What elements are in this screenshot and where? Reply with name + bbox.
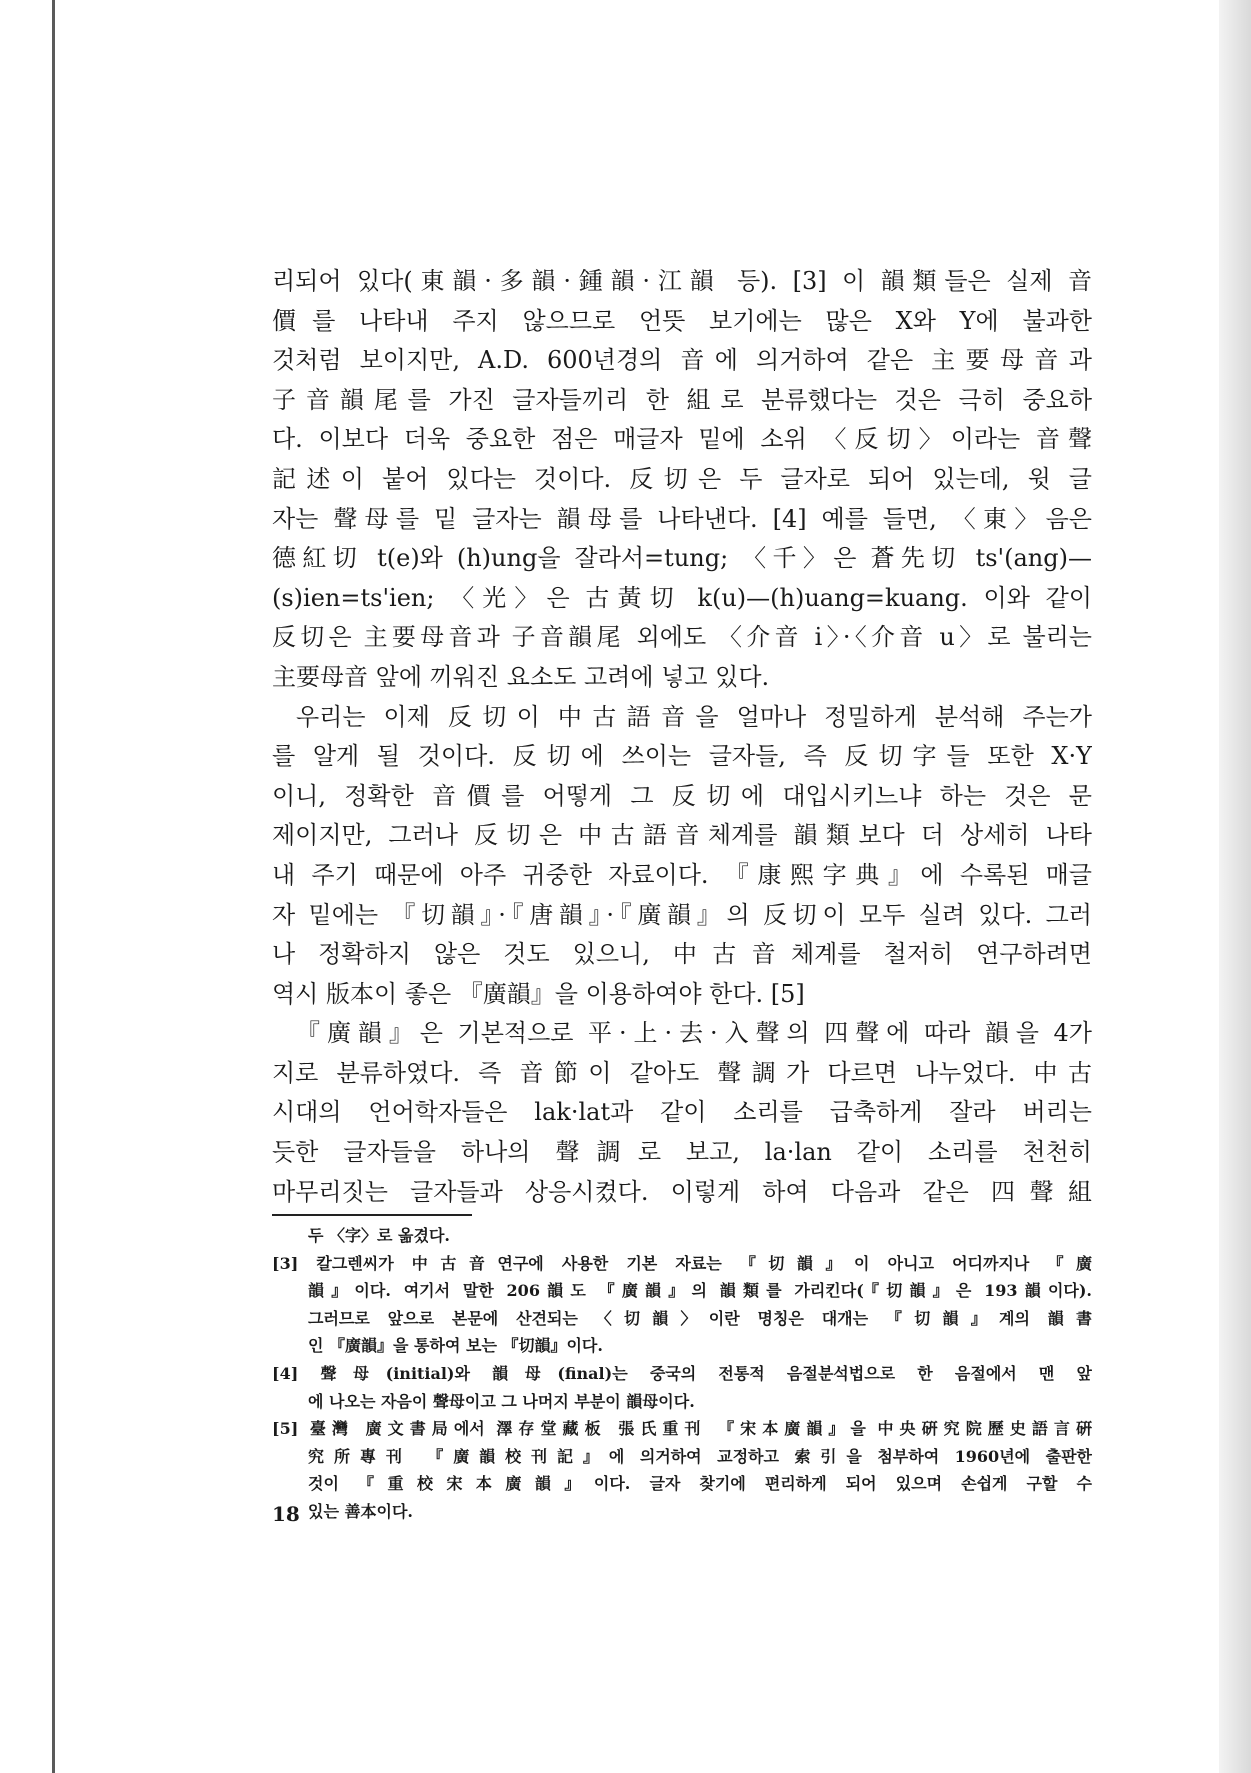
footnote-line: 두 〈字〉로 옮겼다. [308, 1226, 450, 1245]
footnote-line: [4] 聲母(initial)와 韻母(final)는 중국의 전통적 음절분석법으로 한 음절에서 맨 앞 [272, 1363, 1092, 1383]
body-text [272, 262, 1092, 1212]
body-line: 내 주기 때문에 아주 귀중한 자료이다. 『康熙字典』에 수록된 매글 [272, 860, 1092, 889]
body-line: 듯한 글자들을 하나의 聲調로 보고, la·lan 같이 소리를 천천히 [272, 1138, 1092, 1167]
body-line: 제이지만, 그러나 反切은 中古語音체계를 韻類보다 더 상세히 나타 [272, 821, 1092, 850]
body-line: 자는 聲母를 밑 글자는 韻母를 나타낸다. [4] 예를 들면, 〈東〉음은 [272, 504, 1092, 533]
body-line: 자 밑에는 『切韻』·『唐韻』·『廣韻』의 反切이 모두 실려 있다. 그러 [272, 900, 1092, 929]
footnote-line: 있는 善本이다. [308, 1501, 413, 1521]
body-line: 지로 분류하였다. 즉 音節이 같아도 聲調가 다르면 나누었다. 中古 [272, 1058, 1092, 1087]
footnotes [272, 1222, 1092, 1526]
footnote-line: [3] 칼그렌씨가 中古音연구에 사용한 기본 자료는 『切韻』이 아니고 어디까지나 『廣 [272, 1253, 1092, 1273]
body-line: 이니, 정확한 音價를 어떻게 그 反切에 대입시키느냐 하는 것은 문 [272, 781, 1092, 810]
body-line: 마무리짓는 글자들과 상응시켰다. 이렇게 하여 다음과 같은 四聲組 [272, 1177, 1092, 1206]
body-line: (s)ien=ts'ien; 〈光〉은 古黃切 k(u)—(h)uang=kuang. 이와 같이 [272, 583, 1092, 612]
body-line: 反切은 主要母音과 子音韻尾 외에도 〈介音 i〉·〈介音 u〉로 불리는 [272, 623, 1092, 652]
footnote-line: 그러므로 앞으로 본문에 산견되는 〈切韻〉이란 명칭은 대개는 『切韻』계의 韻書 [308, 1308, 1092, 1328]
footnote-line: 究所專刊 『廣韻校刊記』에 의거하여 교정하고 索引을 첨부하여 1960년에 출판한 [308, 1446, 1092, 1466]
body-line: 『廣韻』은 기본적으로 平·上·去·入聲의 四聲에 따라 韻을 4가 [296, 1019, 1092, 1048]
body-line: 主要母音 앞에 끼워진 요소도 고려에 넣고 있다. [272, 662, 770, 691]
footnote-line: 것이 『重校宋本廣韻』이다. 글자 찾기에 편리하게 되어 있으며 손쉽게 구할 수 [308, 1474, 1092, 1494]
footnote-line: [5] 臺灣 廣文書局에서 澤存堂藏板 張氏重刊 『宋本廣韻』을 中央硏究院歷史語言硏 [272, 1419, 1092, 1439]
body-line: 시대의 언어학자들은 lak·lat과 같이 소리를 급축하게 잘라 버리는 [272, 1098, 1092, 1127]
body-line: 다. 이보다 더욱 중요한 점은 매글자 밑에 소위 〈反切〉이라는 音聲 [272, 425, 1092, 454]
body-line: 價를 나타내 주지 않으므로 언뜻 보기에는 많은 X와 Y에 불과한 [272, 306, 1092, 335]
body-line: 역시 版本이 좋은 『廣韻』을 이용하여야 한다. [5] [272, 979, 805, 1008]
body-line: 德紅切 t(e)와 (h)ung을 잘라서=tung; 〈千〉은 蒼先切 ts'(ang)— [272, 544, 1092, 573]
footnote-line: 인 『廣韻』을 통하여 보는 『切韻』이다. [308, 1336, 603, 1356]
footnote-line: 韻』이다. 여기서 말한 206韻도 『廣韻』의 韻類를 가리킨다(『切韻』은 193韻이다). [308, 1281, 1092, 1301]
body-line: 우리는 이제 反切이 中古語音을 얼마나 정밀하게 분석해 주는가 [296, 702, 1092, 731]
body-line: 를 알게 될 것이다. 反切에 쓰이는 글자들, 즉 反切字들 또한 X·Y [272, 742, 1092, 771]
body-line: 子音韻尾를 가진 글자들끼리 한 組로 분류했다는 것은 극히 중요하 [272, 385, 1092, 414]
footnote-line: 에 나오는 자음이 聲母이고 그 나머지 부분이 韻母이다. [308, 1391, 695, 1411]
page-number: 18 [272, 1502, 300, 1526]
footnote-divider [272, 1214, 472, 1216]
body-line: 記述이 붙어 있다는 것이다. 反切은 두 글자로 되어 있는데, 윗 글 [272, 464, 1092, 493]
body-line: 리되어 있다(東韻·多韻·鍾韻·江韻 등). [3] 이 韻類들은 실제 音 [272, 267, 1092, 295]
page-right-edge [1219, 0, 1251, 1773]
body-line: 것처럼 보이지만, A.D. 600년경의 音에 의거하여 같은 主要母音과 [272, 346, 1092, 375]
body-line: 나 정확하지 않은 것도 있으니, 中古音체계를 철저히 연구하려면 [272, 940, 1092, 969]
